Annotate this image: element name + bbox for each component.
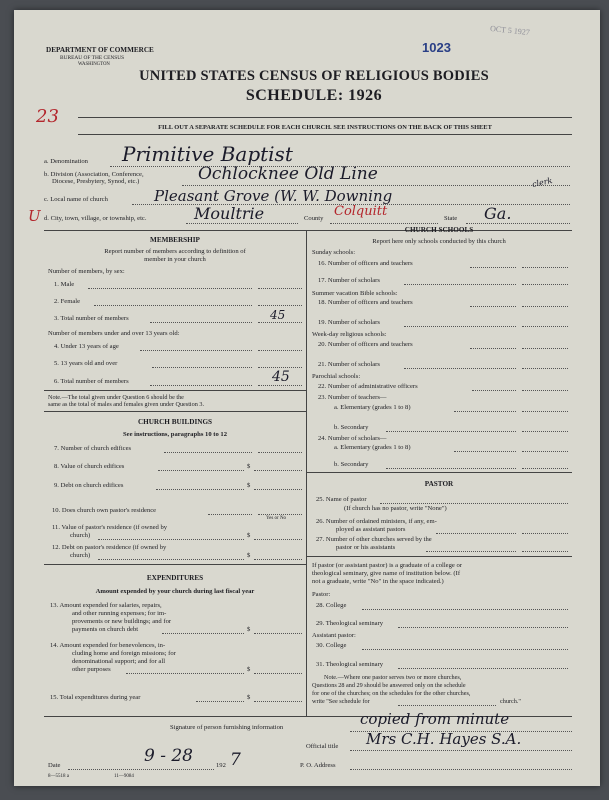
q28-college: 28. College xyxy=(316,602,347,609)
parochial-schools-label: Parochial schools: xyxy=(312,373,361,380)
q14-line1: 14. Amount expended for benevolences, in- xyxy=(50,642,166,649)
rule xyxy=(306,472,572,473)
rule xyxy=(78,117,572,118)
leader-line xyxy=(470,306,516,307)
answer-line xyxy=(398,705,496,706)
leader-line xyxy=(156,489,244,490)
expenditures-heading: EXPENDITURES xyxy=(146,574,204,582)
answer-box xyxy=(522,348,568,349)
q27-line2: pastor or his assistants xyxy=(336,544,396,551)
sunday-schools-label: Sunday schools: xyxy=(312,249,356,256)
q3-total: 3. Total number of members xyxy=(54,315,129,322)
q4-under-13: 4. Under 13 years of age xyxy=(54,343,119,350)
answer-line xyxy=(186,223,298,224)
answer-box xyxy=(258,305,302,306)
leader-line xyxy=(386,431,516,432)
q27-other-churches: 27. Number of other churches served by the xyxy=(316,536,432,543)
q2-female: 2. Female xyxy=(54,298,81,305)
answer-box xyxy=(254,470,302,471)
membership-intro-line2: member in your church xyxy=(144,256,206,263)
leader-line xyxy=(472,390,516,391)
leader-line xyxy=(98,559,244,560)
answer-box xyxy=(258,322,302,323)
answer-box xyxy=(522,468,568,469)
assistant-pastor-label: Assistant pastor: xyxy=(312,632,356,639)
q3-value: 45 xyxy=(270,308,286,322)
q1-male: 1. Male xyxy=(54,281,75,288)
leader-line xyxy=(150,385,252,386)
division-label-line2: Diocese, Presbytery, Synod, etc.) xyxy=(52,178,140,185)
answer-box xyxy=(258,350,302,351)
dollar-sign: $ xyxy=(247,463,251,470)
po-address-line xyxy=(350,769,572,770)
schools-intro: Report here only schools conducted by this church xyxy=(372,238,506,245)
division-value: Ochlocknee Old Line xyxy=(198,164,378,184)
instruction-line: FILL OUT A SEPARATE SCHEDULE FOR EACH CHURCH. SEE INSTRUCTIONS ON THE BACK OF THIS SHEET xyxy=(158,124,492,131)
answer-box xyxy=(258,514,302,515)
serial-number-stamp: 1023 xyxy=(422,40,451,55)
q24a-elementary: a. Elementary (grades 1 to 8) xyxy=(334,444,411,451)
leader-line xyxy=(164,452,252,453)
state-value: Ga. xyxy=(484,204,512,223)
q26-line2: ployed as assistant pastors xyxy=(336,526,406,533)
leader-line xyxy=(470,348,516,349)
leader-line xyxy=(196,701,244,702)
pastor-note-line4: write "See schedule for xyxy=(312,698,370,705)
answer-line xyxy=(362,609,568,610)
answer-box xyxy=(254,633,302,634)
by-sex-label: Number of members, by sex: xyxy=(48,268,125,275)
bureau-name: BUREAU OF THE CENSUS xyxy=(60,55,125,61)
q25-note: (If church has no pastor, write "None") xyxy=(344,505,447,512)
pastor-note-line3: for one of the churches; on the schedules for the other churches, xyxy=(312,690,471,697)
q15-total-expenditures: 15. Total expenditures during year xyxy=(50,694,141,701)
red-tally-mark: 23 xyxy=(36,106,59,127)
dollar-sign: $ xyxy=(247,482,251,489)
rule xyxy=(306,556,572,557)
q14-line4: other purposes xyxy=(72,666,111,673)
denomination-value: Primitive Baptist xyxy=(122,142,293,166)
leader-line xyxy=(426,551,516,552)
answer-box xyxy=(254,701,302,702)
membership-note: Note.—The total given under Question 6 should be the xyxy=(48,394,184,401)
po-address-label: P. O. Address xyxy=(300,762,336,769)
date-label: Date xyxy=(48,762,61,769)
leader-line xyxy=(208,514,252,515)
official-title-line xyxy=(350,750,572,751)
date-received-stamp: OCT 5 1927 xyxy=(489,23,531,38)
q6-total: 6. Total number of members xyxy=(54,378,129,385)
schools-heading: CHURCH SCHOOLS xyxy=(404,226,474,234)
rule xyxy=(44,564,306,565)
q5-13-and-over: 5. 13 years old and over xyxy=(54,360,118,367)
q16-sunday-officers: 16. Number of officers and teachers xyxy=(318,260,413,267)
pastor-heading: PASTOR xyxy=(424,480,454,488)
q13-line3: provements or new buildings; and for xyxy=(72,618,172,625)
q26-ordained: 26. Number of ordained ministers, if any, em- xyxy=(316,518,437,525)
answer-box xyxy=(522,326,568,327)
q23-teachers: 23. Number of teachers— xyxy=(318,394,387,401)
dollar-sign: $ xyxy=(247,552,251,559)
official-title-value: Mrs C.H. Hayes S.A. xyxy=(366,730,522,748)
form-code-2: 11—9084 xyxy=(114,774,134,779)
leader-line xyxy=(454,411,516,412)
bureau-city: WASHINGTON xyxy=(78,62,110,67)
q6-value: 45 xyxy=(272,369,290,385)
pastor-note-line5: church." xyxy=(500,698,521,705)
q11-line2: church) xyxy=(70,532,91,539)
census-schedule-sheet xyxy=(14,10,600,786)
answer-box xyxy=(254,673,302,674)
q18-summer-officers: 18. Number of officers and teachers xyxy=(318,299,413,306)
answer-line xyxy=(362,649,568,650)
weekday-schools-label: Week-day religious schools: xyxy=(312,331,387,338)
answer-box xyxy=(258,367,302,368)
answer-box xyxy=(522,431,568,432)
leader-line xyxy=(404,284,516,285)
year-prefix: 192 xyxy=(216,762,226,769)
q14-line2: cluding home and foreign missions; for xyxy=(72,650,176,657)
pastor-note: Note.—Where one pastor serves two or more churches, xyxy=(324,674,462,681)
rule xyxy=(78,134,572,135)
q22-administrative-officers: 22. Number of administrative officers xyxy=(318,383,418,390)
answer-line xyxy=(398,627,568,628)
q30-college: 30. College xyxy=(316,642,347,649)
q11-residence-value: 11. Value of pastor's residence (if owned by xyxy=(52,524,168,531)
form-title: UNITED STATES CENSUS OF RELIGIOUS BODIES xyxy=(139,68,489,84)
county-label: County xyxy=(304,215,324,222)
answer-line xyxy=(330,223,438,224)
q20-weekday-officers: 20. Number of officers and teachers xyxy=(318,341,413,348)
graduate-instruction-line3: not a graduate, write "No" in the space indicated.) xyxy=(312,578,444,585)
q13-line2: and other running expenses; for im- xyxy=(72,610,167,617)
column-divider xyxy=(306,230,307,716)
q31-seminary: 31. Theological seminary xyxy=(316,661,384,668)
q17-sunday-scholars: 17. Number of scholars xyxy=(318,277,380,284)
graduate-instruction: If pastor (or assistant pastor) is a graduate of a college or xyxy=(312,562,462,569)
membership-note-line2: same as the total of males and females given under Question 3. xyxy=(48,401,205,408)
leader-line xyxy=(454,451,516,452)
answer-box xyxy=(258,452,302,453)
leader-line xyxy=(158,470,244,471)
answer-box xyxy=(522,411,568,412)
answer-box xyxy=(522,551,568,552)
q29-seminary: 29. Theological seminary xyxy=(316,620,384,627)
dollar-sign: $ xyxy=(247,666,251,673)
dollar-sign: $ xyxy=(247,532,251,539)
q8-value-edifices: 8. Value of church edifices xyxy=(54,463,125,470)
denomination-label: a. Denomination xyxy=(44,158,88,165)
q14-line3: denominational support; and for all xyxy=(72,658,166,665)
q7-edifices: 7. Number of church edifices xyxy=(54,445,132,452)
answer-box xyxy=(254,539,302,540)
leader-line xyxy=(436,533,516,534)
dollar-sign: $ xyxy=(247,626,251,633)
leader-line xyxy=(98,539,244,540)
answer-box xyxy=(522,368,568,369)
clerk-note: clerk xyxy=(531,175,554,190)
department-name: DEPARTMENT OF COMMERCE xyxy=(46,46,154,54)
local-name-label: c. Local name of church xyxy=(44,196,108,203)
leader-line xyxy=(162,633,244,634)
leader-line xyxy=(140,350,252,351)
date-line xyxy=(68,769,214,770)
pastor-note-line2: Questions 28 and 29 should be answered only on the schedule xyxy=(312,682,466,689)
answer-box xyxy=(522,267,568,268)
leader-line xyxy=(470,267,516,268)
buildings-heading: CHURCH BUILDINGS xyxy=(137,418,213,426)
leader-line xyxy=(152,367,252,368)
answer-box xyxy=(254,559,302,560)
q12-residence-debt: 12. Debt on pastor's residence (if owned by xyxy=(52,544,167,551)
leader-line xyxy=(150,322,252,323)
city-value: Moultrie xyxy=(194,204,265,223)
form-subtitle: SCHEDULE: 1926 xyxy=(245,87,383,104)
local-name-value: Pleasant Grove (W. W. Downing xyxy=(154,187,393,205)
age-label: Number of members under and over 13 years old: xyxy=(48,330,180,337)
answer-box xyxy=(258,288,302,289)
leader-line xyxy=(88,288,252,289)
q23a-elementary: a. Elementary (grades 1 to 8) xyxy=(334,404,411,411)
answer-box xyxy=(522,390,568,391)
signature-label: Signature of person furnishing information xyxy=(170,724,284,731)
margin-mark: U xyxy=(28,207,41,225)
answer-box xyxy=(258,385,302,386)
answer-line xyxy=(398,668,568,669)
q10-residence: 10. Does church own pastor's residence xyxy=(52,507,157,514)
leader-line xyxy=(386,468,516,469)
rule xyxy=(44,390,306,391)
q21-weekday-scholars: 21. Number of scholars xyxy=(318,361,380,368)
summer-schools-label: Summer vacation Bible schools: xyxy=(312,290,398,297)
q13-line1: 13. Amount expended for salaries, repairs, xyxy=(50,602,162,609)
q25-pastor-name: 25. Name of pastor xyxy=(316,496,367,503)
q24b-secondary: b. Secondary xyxy=(334,461,369,468)
buildings-sub: See instructions, paragraphs 10 to 12 xyxy=(122,431,228,438)
q9-debt-edifices: 9. Debt on church edifices xyxy=(54,482,124,489)
answer-box xyxy=(254,489,302,490)
dollar-sign: $ xyxy=(247,694,251,701)
membership-intro: Report number of members according to definition of xyxy=(104,248,246,255)
expenditures-sub: Amount expended by your church during last fiscal year xyxy=(95,588,255,595)
answer-box xyxy=(522,533,568,534)
answer-line xyxy=(466,223,570,224)
signature-value: copied from minute xyxy=(360,710,510,728)
leader-line xyxy=(126,673,244,674)
q19-summer-scholars: 19. Number of scholars xyxy=(318,319,380,326)
leader-line xyxy=(404,368,516,369)
answer-line xyxy=(182,185,570,186)
yes-no-hint: Yes or No xyxy=(266,516,287,521)
state-label: State xyxy=(444,215,458,222)
q24-scholars: 24. Number of scholars— xyxy=(318,435,387,442)
graduate-instruction-line2: theological seminary, give name of institution below. (If xyxy=(312,570,461,577)
answer-box xyxy=(522,284,568,285)
q12-line2: church) xyxy=(70,552,91,559)
date-value: 9 - 28 xyxy=(144,746,193,766)
city-label: d. City, town, village, or township, etc. xyxy=(44,215,147,222)
q23b-secondary: b. Secondary xyxy=(334,424,369,431)
membership-heading: MEMBERSHIP xyxy=(150,236,200,244)
q13-line4: payments on church debt xyxy=(72,626,139,633)
form-code: 8—5518 a xyxy=(48,774,69,779)
rule xyxy=(44,411,306,412)
leader-line xyxy=(404,326,516,327)
answer-box xyxy=(522,306,568,307)
division-label: b. Division (Association, Conference, xyxy=(44,171,144,178)
official-title-label: Official title xyxy=(306,743,339,750)
year-value: 7 xyxy=(230,750,241,770)
leader-line xyxy=(94,305,252,306)
pastor-label: Pastor: xyxy=(312,591,331,598)
answer-line xyxy=(380,503,568,504)
county-value: Colquitt xyxy=(334,204,388,219)
answer-box xyxy=(522,451,568,452)
